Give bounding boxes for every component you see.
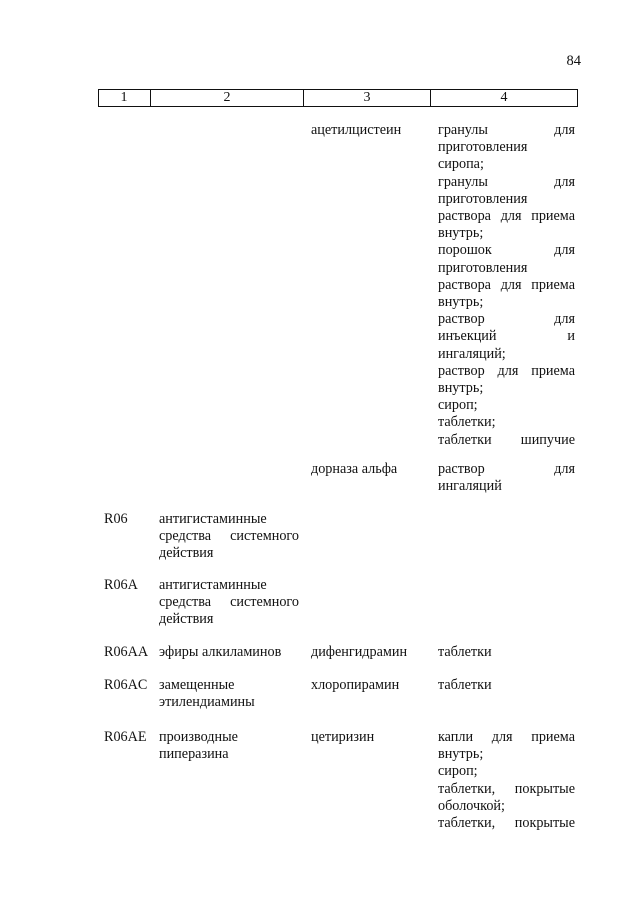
dosage-form-line: таблетки;: [438, 414, 496, 431]
header-col-2: 2: [223, 90, 231, 105]
dosage-forms: [438, 729, 575, 832]
atc-code: R06AE: [104, 729, 147, 745]
drug-name: цетиризин: [311, 729, 375, 745]
page-number: 84: [566, 53, 581, 69]
atc-code: R06A: [104, 577, 138, 593]
atc-group: [159, 577, 299, 629]
dosage-form-line: таблетки, покрытые: [438, 815, 575, 832]
dosage-form-line: раствор для: [438, 311, 575, 328]
atc-group-line: средства системного: [159, 528, 299, 545]
dosage-form-line: капли для приема: [438, 729, 575, 745]
atc-code: R06AA: [104, 644, 149, 660]
atc-group: [159, 511, 299, 563]
dosage-form-line: таблетки: [438, 644, 492, 660]
dosage-form-line: раствора для приема: [438, 276, 575, 293]
atc-group-line: антигистаминные: [159, 511, 267, 527]
dosage-form-line: оболочкой;: [438, 797, 505, 814]
dosage-form-line: гранулы для: [438, 173, 575, 190]
dosage-form-line: внутрь;: [438, 225, 484, 242]
drug-name: дорназа альфа: [311, 461, 398, 477]
header-col-4: 4: [500, 90, 508, 105]
dosage-forms: [438, 677, 575, 694]
drug-name: хлоропирамин: [311, 677, 400, 693]
dosage-form-line: внутрь;: [438, 746, 484, 763]
atc-group: [159, 644, 299, 661]
dosage-form-line: ингаляций: [438, 478, 502, 495]
dosage-form-line: внутрь;: [438, 380, 484, 397]
atc-group-line: средства системного: [159, 594, 299, 611]
drug-name: дифенгидрамин: [311, 644, 408, 660]
dosage-form-line: приготовления: [438, 139, 528, 156]
atc-group-line: эфиры алкиламинов: [159, 644, 282, 660]
atc-group-line: действия: [159, 545, 214, 562]
dosage-form-line: раствора для приема: [438, 208, 575, 225]
dosage-form-line: таблетки шипучие: [438, 431, 575, 448]
atc-group: [159, 677, 299, 711]
drug-name: ацетилцистеин: [311, 122, 402, 138]
dosage-forms: [438, 122, 575, 449]
atc-group-line: пиперазина: [159, 746, 229, 763]
dosage-form-line: приготовления: [438, 190, 528, 207]
dosage-forms: [438, 644, 575, 661]
table-border: [577, 90, 578, 106]
header-col-1: 1: [120, 90, 128, 105]
dosage-form-line: сиропа;: [438, 156, 484, 173]
dosage-form-line: внутрь;: [438, 294, 484, 311]
atc-group-line: этилендиамины: [159, 694, 255, 711]
table-header: [98, 89, 578, 107]
atc-group: [159, 729, 299, 763]
dosage-form-line: сироп;: [438, 397, 478, 414]
atc-group-line: антигистаминные: [159, 577, 267, 593]
dosage-form-line: раствор для приема: [438, 362, 575, 379]
atc-group-line: замещенные: [159, 677, 235, 693]
dosage-form-line: сироп;: [438, 763, 478, 780]
dosage-form-line: раствор для: [438, 461, 575, 477]
dosage-form-line: таблетки, покрытые: [438, 780, 575, 797]
atc-group-line: действия: [159, 611, 214, 628]
dosage-form-line: гранулы для: [438, 122, 575, 138]
header-col-3: 3: [363, 90, 371, 105]
dosage-form-line: таблетки: [438, 677, 492, 693]
atc-code: R06AC: [104, 677, 148, 693]
dosage-form-line: порошок для: [438, 242, 575, 259]
dosage-form-line: приготовления: [438, 259, 528, 276]
atc-code: R06: [104, 511, 128, 527]
atc-group-line: производные: [159, 729, 238, 745]
dosage-form-line: инъекций и: [438, 328, 575, 345]
dosage-forms: [438, 461, 575, 495]
dosage-form-line: ингаляций;: [438, 345, 506, 362]
